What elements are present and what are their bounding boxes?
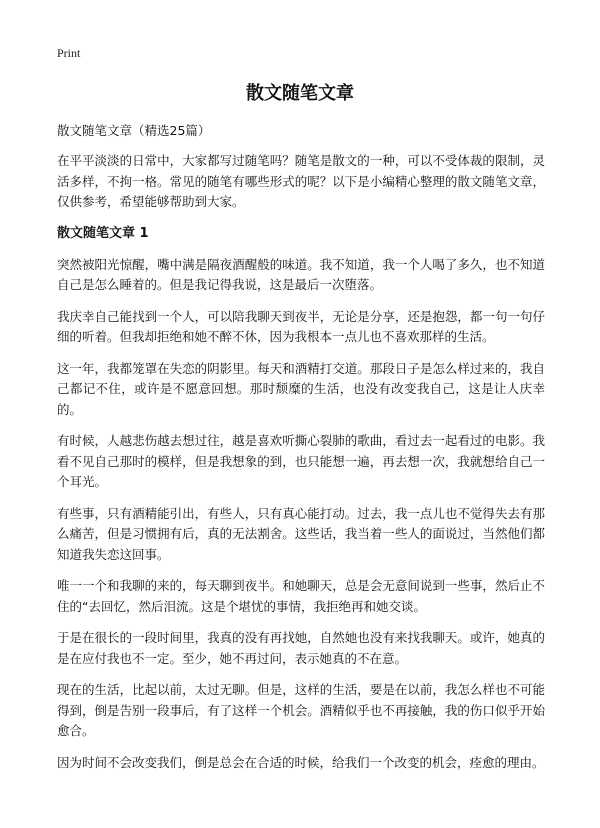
paragraph: 我庆幸自己能找到一个人，可以陪我聊天到夜半，无论是分享，还是抱怨，都一句一句仔细的听着。但我却拒绝和她不醉不休，因为我根本一点儿也不喜欢那样的生活。 bbox=[57, 308, 545, 344]
paragraph: 唯一一个和我聊的来的，每天聊到夜半。和她聊天，总是会无意间说到一些事，然后止不住的“去回忆，然后泪流。这是个堪忧的事情，我拒绝再和她交谈。 bbox=[57, 578, 545, 614]
paragraph: 于是在很长的一段时间里，我真的没有再找她，自然她也没有来找我聊天。或许，她真的是在应付我也不一定。至少，她不再过问，表示她真的不在意。 bbox=[57, 630, 545, 666]
document-title: 散文随笔文章 bbox=[246, 83, 354, 104]
intro-paragraph: 在平平淡淡的日常中，大家都写过随笔吗？随笔是散文的一种，可以不受体裁的限制，灵活多样，不拘一格。常见的随笔有哪些形式的呢？以下是小编精心整理的散文随笔文章，仅供参考，希望能够帮助到大家。 bbox=[57, 153, 545, 209]
paragraph: 突然被阳光惊醒，嘴中满是隔夜酒醒般的味道。我不知道，我一个人喝了多久，也不知道自己是怎么睡着的。但是我记得我说，这是最后一次堕落。 bbox=[57, 256, 545, 292]
document-subtitle: 散文随笔文章（精选25篇） bbox=[57, 123, 211, 138]
article-body bbox=[57, 121, 545, 784]
paragraph: 这一年，我都笼罩在失恋的阴影里。每天和酒精打交道。那段日子是怎么样过来的，我自己都记不住，或许是不愿意回想。那时颓糜的生活，也没有改变我自己，这是让人庆幸的。 bbox=[57, 360, 545, 417]
paragraph: 有时候，人越悲伤越去想过往，越是喜欢听撕心裂肺的歌曲，看过去一起看过的电影。我看不见自己那时的模样，但是我想象的到，也只能想一遍，再去想一次，我就想给自己一个耳光。 bbox=[57, 433, 545, 489]
section-heading: 散文随笔文章 1 bbox=[57, 225, 149, 241]
paragraph: 有些事，只有酒精能引出，有些人，只有真心能打动。过去，我一点儿也不觉得失去有那么痛苦，但是习惯拥有后，真的无法割舍。这些话，我当着一些人的面说过，当然他们都知道我失恋这回事。 bbox=[57, 505, 545, 562]
paragraph: 现在的生活，比起以前，太过无聊。但是，这样的生活，要是在以前，我怎么样也不可能得到，倒是告别一段事后，有了这样一个机会。酒精似乎也不再接触，我的伤口似乎开始愈合。 bbox=[57, 682, 545, 738]
print-link[interactable]: Print bbox=[57, 46, 81, 60]
paragraph: 因为时间不会改变我们，倒是总会在合适的时候，给我们一个改变的机会，痊愈的理由。 bbox=[57, 754, 545, 770]
